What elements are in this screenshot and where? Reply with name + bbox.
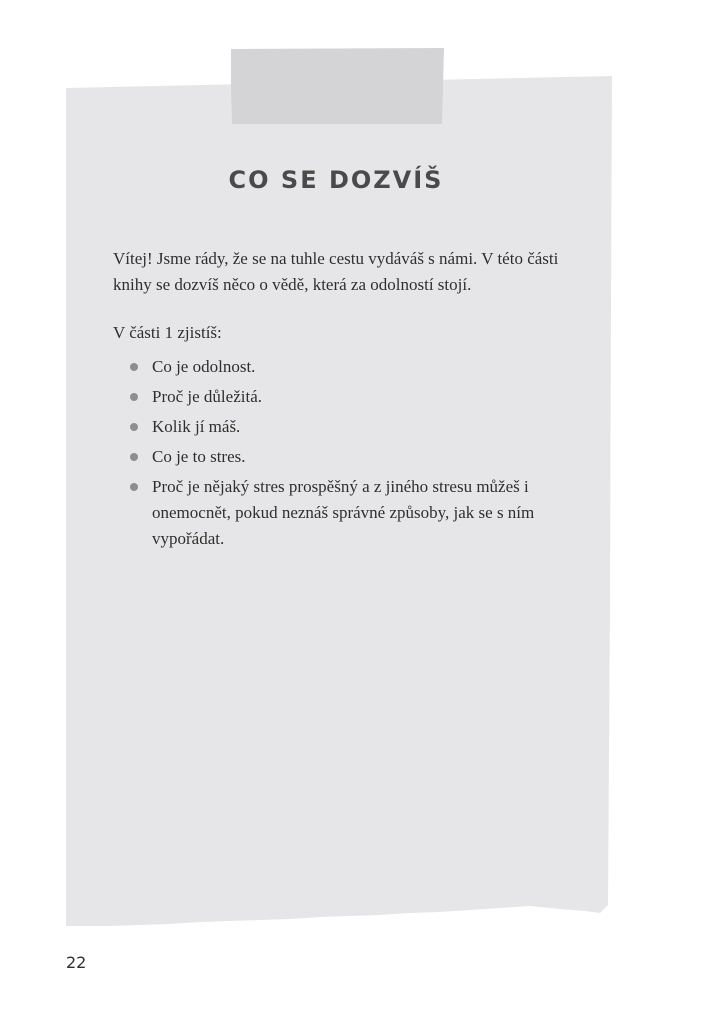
bullet-dot-icon bbox=[130, 483, 138, 491]
bullet-dot-icon bbox=[130, 453, 138, 461]
bullet-dot-icon bbox=[130, 393, 138, 401]
list-item-text: Proč je nějaký stres prospěšný a z jiného stresu můžeš i onemocnět, pokud neznáš správné způsoby, jak se s ním vypořádat. bbox=[152, 477, 535, 548]
bullet-dot-icon bbox=[130, 423, 138, 431]
topic-list bbox=[128, 354, 578, 556]
list-item-text: Proč je důležitá. bbox=[152, 387, 262, 406]
list-item bbox=[128, 444, 578, 470]
intro-paragraph: Vítej! Jsme rády, že se na tuhle cestu vydáváš s námi. V této části knihy se dozvíš něco o vědě, která za odolností stojí. bbox=[113, 249, 559, 294]
list-lead: V části 1 zjistíš: bbox=[113, 323, 222, 342]
list-item bbox=[128, 384, 578, 410]
section-title: CO SE DOZVÍŠ bbox=[228, 166, 444, 194]
list-item-text: Co je to stres. bbox=[152, 447, 246, 466]
list-item-text: Co je odolnost. bbox=[152, 357, 256, 376]
list-item bbox=[128, 414, 578, 440]
list-item-text: Kolik jí máš. bbox=[152, 417, 241, 436]
list-item bbox=[128, 474, 578, 552]
list-item bbox=[128, 354, 578, 380]
page-number: 22 bbox=[66, 953, 87, 972]
bullet-dot-icon bbox=[130, 363, 138, 371]
